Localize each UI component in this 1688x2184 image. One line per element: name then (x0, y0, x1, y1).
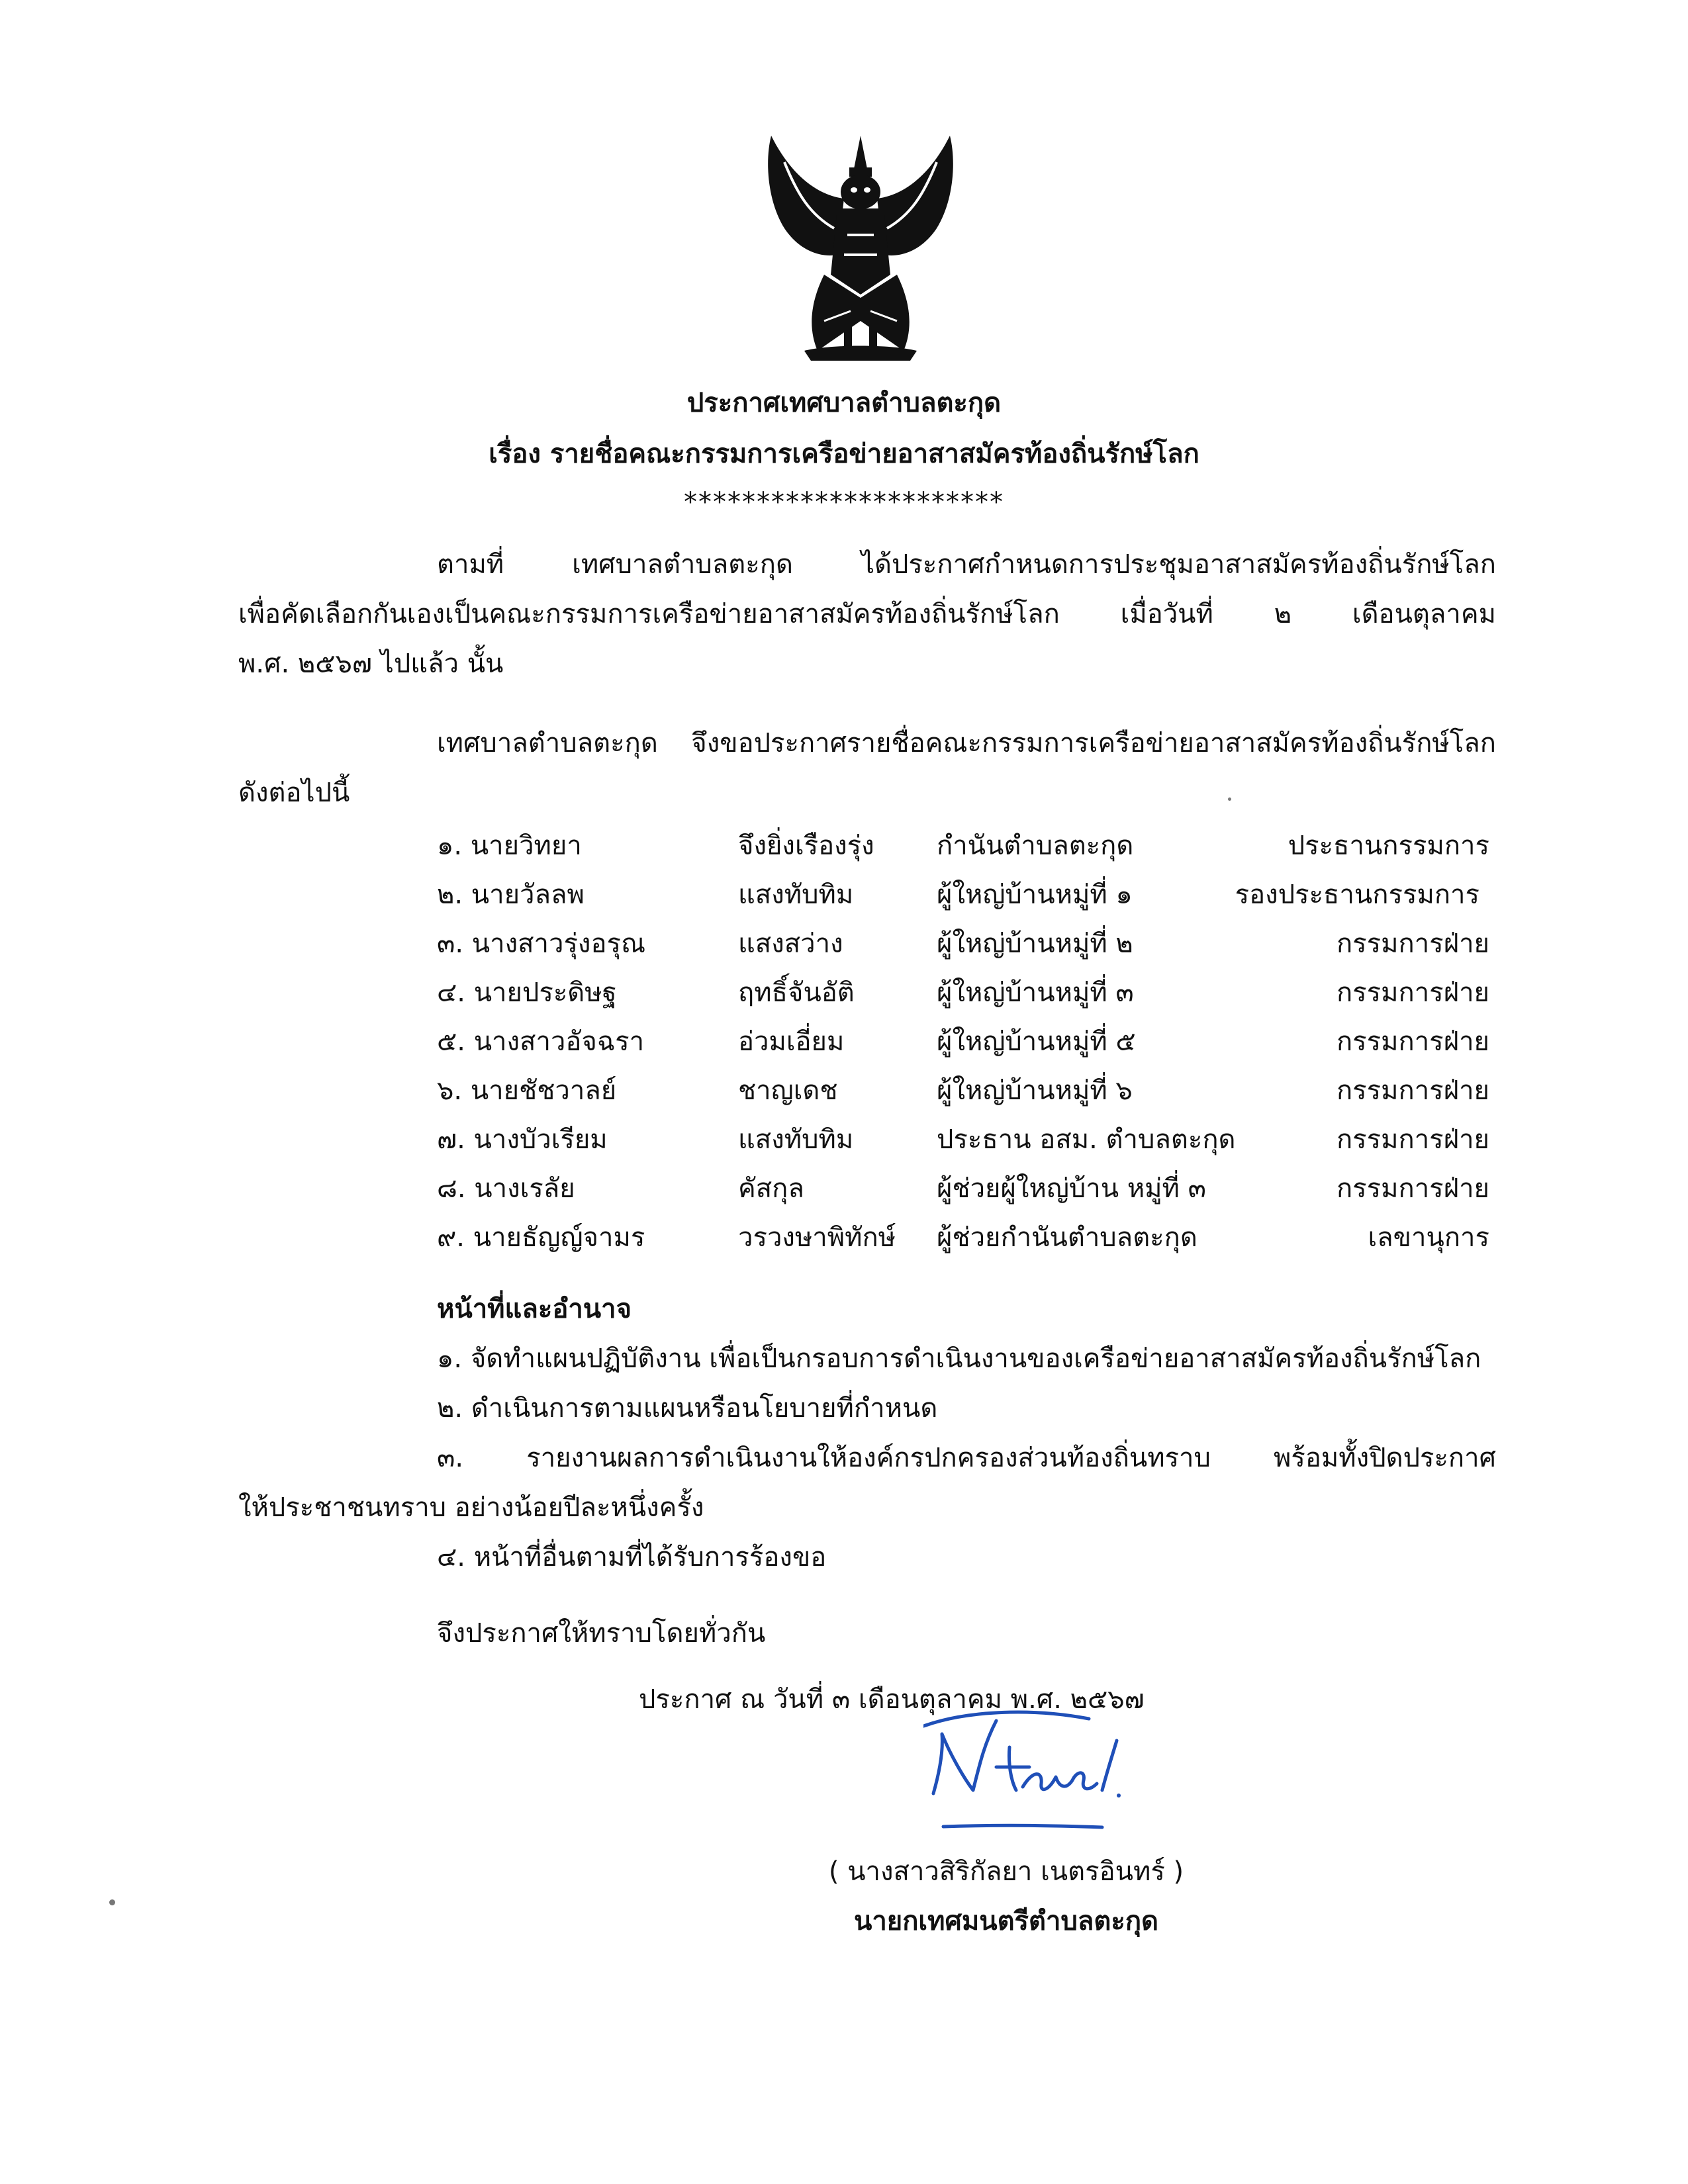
intro-line-1: ตามที่ เทศบาลตำบลตะกุด ได้ประกาศกำหนดการประชุมอาสาสมัครท้องถิ่นรักษ์โลก (437, 549, 1496, 580)
intro-line-3: พ.ศ. ๒๕๖๗ ไปแล้ว นั้น (238, 649, 504, 679)
member-position: ผู้ใหญ่บ้านหมู่ที่ ๕ (937, 1026, 1136, 1057)
member-position: กำนันตำบลตะกุด (937, 831, 1134, 861)
closing-statement: จึงประกาศให้ทราบโดยทั่วกัน (437, 1618, 766, 1649)
member-surname: แสงทับทิม (738, 1124, 854, 1155)
signature-icon (923, 1704, 1135, 1837)
member-name: ๗. นางบัวเรียม (437, 1124, 608, 1155)
signatory-name: ( นางสาวสิริกัลยา เนตรอินทร์ ) (828, 1856, 1184, 1887)
member-row (0, 1167, 1688, 1206)
duties-heading: หน้าที่และอำนาจ (437, 1294, 632, 1324)
member-surname: อ่วมเอี่ยม (738, 1026, 845, 1057)
member-surname: วรวงษาพิทักษ์ (738, 1222, 896, 1253)
member-role: กรรมการฝ่าย (1336, 1124, 1489, 1155)
member-role: กรรมการฝ่าย (1336, 1075, 1489, 1106)
member-role: กรรมการฝ่าย (1336, 1173, 1489, 1204)
member-row (0, 1020, 1688, 1060)
member-position: ผู้ใหญ่บ้านหมู่ที่ ๑ (937, 880, 1133, 910)
member-position: ผู้ใหญ่บ้านหมู่ที่ ๒ (937, 929, 1133, 959)
member-position: ผู้ช่วยกำนันตำบลตะกุด (937, 1222, 1197, 1253)
intro-line-2: เพื่อคัดเลือกกันเองเป็นคณะกรรมการเครือข่ายอาสาสมัครท้องถิ่นรักษ์โลก เมื่อวันที่ ๒ เดือนตุลาคม (238, 599, 1497, 629)
member-surname: จึงยิ่งเรืองรุ่ง (738, 831, 874, 861)
member-row (0, 971, 1688, 1011)
member-row (0, 824, 1688, 864)
duty-item-1: ๑. จัดทำแผนปฏิบัติงาน เพื่อเป็นกรอบการดำเนินงานของเครือข่ายอาสาสมัครท้องถิ่นรักษ์โลก (437, 1343, 1481, 1374)
member-name: ๒. นายวัลลพ (437, 880, 585, 910)
member-surname: แสงสว่าง (738, 929, 843, 959)
announcement-date: ประกาศ ณ วันที่ ๓ เดือนตุลาคม พ.ศ. ๒๕๖๗ (639, 1684, 1145, 1715)
member-surname: แสงทับทิม (738, 880, 854, 910)
member-name: ๙. นายธัญญ์จามร (437, 1222, 645, 1253)
member-surname: ฤทธิ์จันอัติ (738, 978, 855, 1008)
title-separator: ********************** (684, 487, 1004, 518)
signatory-title: นายกเทศมนตรีตำบลตะกุด (853, 1906, 1159, 1936)
announcement-subject: เรื่อง รายชื่อคณะกรรมการเครือข่ายอาสาสมัครท้องถิ่นรักษ์โลก (489, 439, 1199, 469)
member-position: ผู้ช่วยผู้ใหญ่บ้าน หมู่ที่ ๓ (937, 1173, 1206, 1204)
member-role: กรรมการฝ่าย (1336, 978, 1489, 1008)
member-name: ๕. นางสาวอัจฉรา (437, 1026, 645, 1057)
announcement-title: ประกาศเทศบาลตำบลตะกุด (686, 388, 1002, 418)
announce-line-2: ดังต่อไปนี้ (238, 778, 350, 808)
duty-item-2: ๒. ดำเนินการตามแผนหรือนโยบายที่กำหนด (437, 1393, 938, 1424)
member-role: กรรมการฝ่าย (1336, 929, 1489, 959)
member-position: ประธาน อสม. ตำบลตะกุด (937, 1124, 1236, 1155)
member-role: รองประธานกรรมการ (1235, 880, 1479, 910)
member-row (0, 922, 1688, 962)
announce-line-1: เทศบาลตำบลตะกุด จึงขอประกาศรายชื่อคณะกรรมการเครือข่ายอาสาสมัครท้องถิ่นรักษ์โลก (437, 728, 1496, 758)
member-surname: ชาญเดช (738, 1075, 838, 1106)
member-position: ผู้ใหญ่บ้านหมู่ที่ ๖ (937, 1075, 1133, 1106)
member-name: ๔. นายประดิษฐ (437, 978, 617, 1008)
member-surname: คัสกุล (738, 1173, 804, 1204)
garuda-emblem-icon (745, 122, 976, 374)
member-name: ๑. นายวิทยา (437, 831, 582, 861)
scan-speck (1228, 797, 1231, 801)
member-name: ๓. นางสาวรุ่งอรุณ (437, 929, 646, 959)
member-role: กรรมการฝ่าย (1336, 1026, 1489, 1057)
member-role: เลขานุการ (1368, 1222, 1489, 1253)
scan-speck (109, 1899, 115, 1905)
member-name: ๖. นายชัชวาลย์ (437, 1075, 617, 1106)
member-position: ผู้ใหญ่บ้านหมู่ที่ ๓ (937, 978, 1134, 1008)
member-row (0, 873, 1688, 913)
duty-item-3-line-2: ให้ประชาชนทราบ อย่างน้อยปีละหนึ่งครั้ง (238, 1492, 704, 1523)
member-row (0, 1069, 1688, 1109)
duty-item-3-line-1: ๓. รายงานผลการดำเนินงานให้องค์กรปกครองส่วนท้องถิ่นทราบ พร้อมทั้งปิดประกาศ (437, 1443, 1496, 1473)
member-name: ๘. นางเรลัย (437, 1173, 575, 1204)
member-row (0, 1216, 1688, 1255)
duty-item-4: ๔. หน้าที่อื่นตามที่ได้รับการร้องขอ (437, 1542, 827, 1572)
member-role: ประธานกรรมการ (1288, 831, 1489, 861)
member-row (0, 1118, 1688, 1158)
